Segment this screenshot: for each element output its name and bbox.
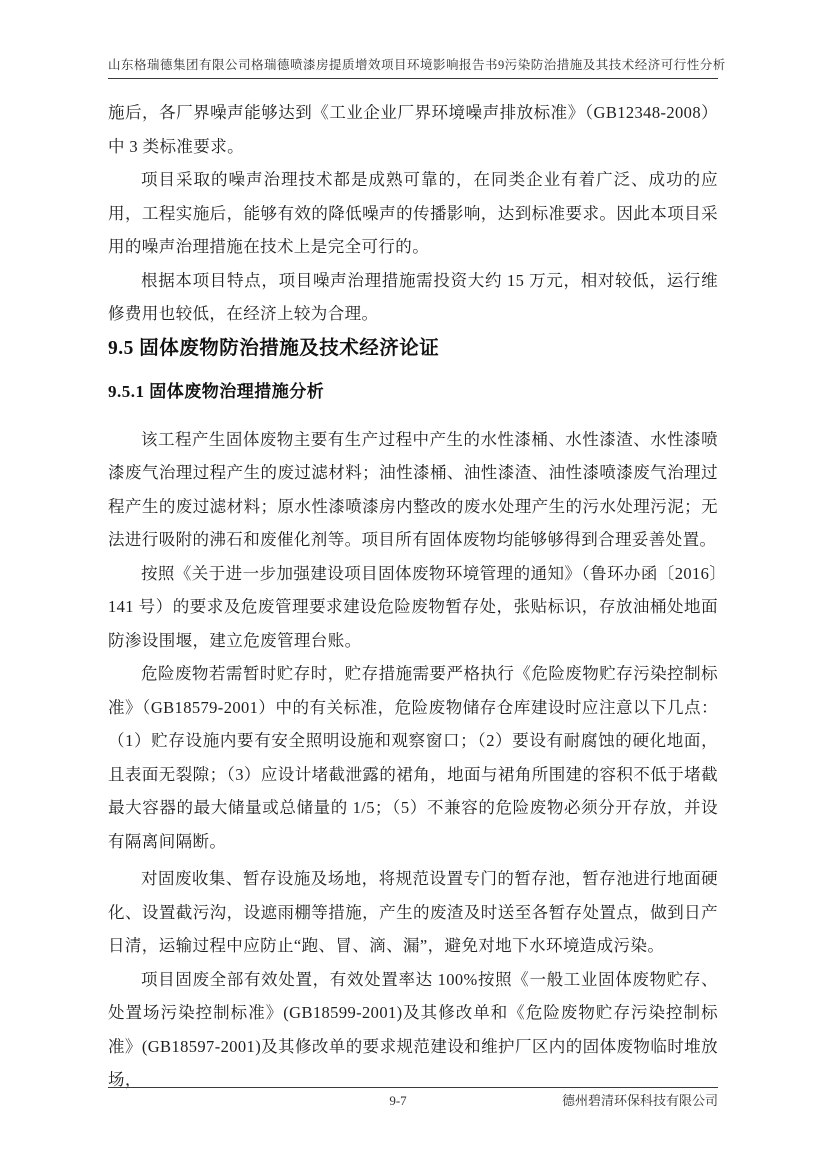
paragraph-noise-technology: 项目采取的噪声治理技术都是成熟可靠的，在同类企业有着广泛、成功的应用，工程实施后，能够有效的降低噪声的传播影响，达到标准要求。因此本项目采用的噪声治理措施在技术上是完全可行的。	[108, 170, 718, 256]
page-header-title: 山东格瑞德集团有限公司格瑞德喷漆房提质增效项目环境影响报告书9污染防治措施及其技术经济可行性分析	[108, 57, 718, 79]
paragraph-noise-standard: 施后，各厂界噪声能够达到《工业企业厂界环境噪声排放标准》（GB12348-2008）中 3 类标准要求。	[108, 103, 718, 156]
section-heading-9-5: 9.5 固体废物防治措施及技术经济论证	[108, 337, 440, 359]
paragraph-storage-requirements: 危险废物若需暂时贮存时，贮存措施需要严格执行《危险废物贮存污染控制标准》（GB18579-2001）中的有关标准，危险废物储存仓库建设时应注意以下几点：（1）贮存设施内要有安全照明设施和观察窗口；（2）要设有耐腐蚀的硬化地面，且表面无裂隙；（3）应设计堵截泄露的裙角，地面与裙角所围建的容积不低于堵截最大容器的最大储量或总储量的 1/5；（5）不兼容的危险废物必须分开存放，并设有隔离间隔断。	[108, 664, 718, 851]
page-number: 9-7	[389, 1093, 407, 1108]
subsection-heading-9-5-1: 9.5.1 固体废物治理措施分析	[108, 381, 325, 401]
paragraph-noise-investment: 根据本项目特点，项目噪声治理措施需投资大约 15 万元，相对较低，运行维修费用也较低，在经济上较为合理。	[108, 270, 718, 323]
paragraph-hazardous-waste-notice: 按照《关于进一步加强建设项目固体废物环境管理的通知》（鲁环办函〔2016〕141 号）的要求及危废管理要求建设危险废物暂存处，张贴标识，存放油桶处地面防渗设围堰，建立危废管理台账。	[108, 563, 718, 650]
page-footer	[108, 1087, 718, 1109]
paragraph-collection-facilities: 对固废收集、暂存设施及场地，将规范设置专门的暂存池，暂存池进行地面硬化、设置截污沟，设遮雨棚等措施，产生的废渣及时送至各暂存处置点，做到日产日清，运输过程中应防止“跑、冒、滴、漏”，避免对地下水环境造成污染。	[108, 869, 718, 955]
footer-company-name: 德州碧清环保科技有限公司	[561, 1093, 718, 1108]
paragraph-solid-waste-types: 该工程产生固体废物主要有生产过程中产生的水性漆桶、水性漆渣、水性漆喷漆废气治理过程产生的废过滤材料；油性漆桶、油性漆渣、油性漆喷漆废气治理过程产生的废过滤材料；原水性漆喷漆房内整改的废水处理产生的污水处理污泥；无法进行吸附的沸石和废催化剂等。项目所有固体废物均能够够得到合理妥善处置。	[108, 429, 718, 549]
paragraph-disposal-rate: 项目固废全部有效处置，有效处置率达 100%按照《一般工业固体废物贮存、处置场污染控制标准》(GB18599-2001)及其修改单和《危险废物贮存污染控制标准》(GB18597-2001)及其修改单的要求规范建设和维护厂区内的固体废物临时堆放场，	[108, 969, 718, 1089]
document-body	[108, 96, 718, 1097]
